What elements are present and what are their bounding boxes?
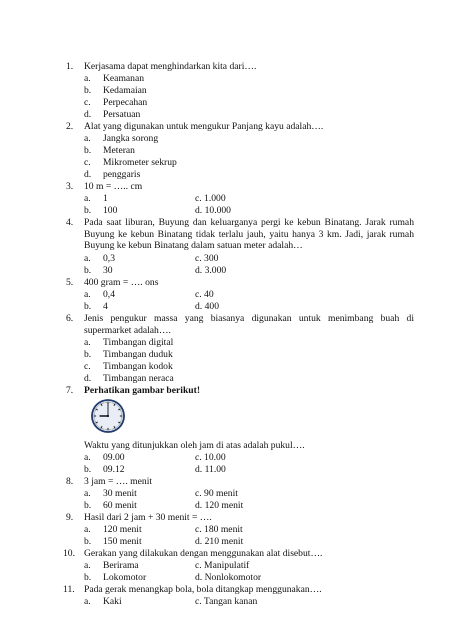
text: 8. (66, 476, 74, 487)
text: b. (84, 205, 92, 216)
text: 150 menit (103, 536, 142, 547)
text: a. (84, 596, 91, 607)
text: 100 (103, 205, 118, 216)
text: c. Manipulatif (195, 560, 250, 571)
text: c. 300 (195, 253, 219, 264)
text: c. 40 (195, 289, 214, 300)
text: 6. (66, 313, 74, 324)
text: 3 jam = …. menit (84, 476, 153, 487)
text: Timbangan neraca (103, 373, 174, 384)
text: 10. (63, 548, 75, 559)
text: 10 m = ….. cm (84, 181, 143, 192)
clock-image (90, 398, 126, 434)
text: Waktu yang ditunjukkan oleh jam di atas adalah pukul…. (84, 440, 305, 451)
text: d. (84, 169, 92, 180)
question-4-text: Pada saat liburan, Buyung dan keluarganya pergi ke kebun Binatang. Jarak rumah Buyung ke kebun Binatang tidak terlalu jauh, yaitu hanya 3 km. Jadi, jarak rumah Buyung ke kebun Binatang dalam satuan meter adalah… (84, 217, 414, 252)
text: 09.00 (103, 452, 125, 463)
text: d. 400 (195, 301, 219, 312)
text: d. 10.000 (195, 205, 231, 216)
text: c. (84, 97, 91, 108)
text: a. (84, 337, 91, 348)
text: 120 menit (103, 524, 142, 535)
text: a. (84, 452, 91, 463)
text: 4 (103, 301, 108, 312)
text: Mikrometer sekrup (103, 157, 177, 168)
text: a. (84, 289, 91, 300)
text: c. (84, 157, 91, 168)
text: c. (84, 361, 91, 372)
text: penggaris (103, 169, 141, 180)
text: a. (84, 253, 91, 264)
text: a. (84, 524, 91, 535)
text: 7. (66, 385, 74, 396)
text: c. 1.000 (195, 193, 226, 204)
text: c. 180 menit (195, 524, 243, 535)
text: b. (84, 500, 92, 511)
text: a. (84, 488, 91, 499)
text: a. (84, 133, 91, 144)
question-6-text: Jenis pengukur massa yang biasanya digunakan untuk menimbang buah di supermarket adalah…. (84, 313, 414, 336)
text: Hasil dari 2 jam + 30 menit = …. (84, 512, 212, 523)
text: Persatuan (103, 109, 141, 120)
text: Kaki (103, 596, 122, 607)
text: 3. (66, 181, 74, 192)
text: a. (84, 560, 91, 571)
text: 09.12 (103, 464, 125, 475)
text: b. (84, 301, 92, 312)
text: 2. (66, 121, 74, 132)
text: 0,3 (103, 253, 115, 264)
text: d. 3.000 (195, 265, 227, 276)
text: Meteran (103, 145, 135, 156)
text: b. (84, 145, 92, 156)
text: Kedamaian (103, 85, 147, 96)
text: Perpecahan (103, 97, 148, 108)
text: Timbangan duduk (103, 349, 173, 360)
text: b. (84, 85, 92, 96)
text: Alat yang digunakan untuk mengukur Panjang kayu adalah…. (84, 121, 324, 132)
text: c. Tangan kanan (195, 596, 258, 607)
text: Pada gerak menangkap bola, bola ditangkap menggunakan…. (84, 584, 322, 595)
text: a. (84, 73, 91, 84)
text: 9. (66, 512, 74, 523)
text: d. (84, 109, 92, 120)
text: b. (84, 265, 92, 276)
text: b. (84, 349, 92, 360)
text: Timbangan kodok (103, 361, 173, 372)
text: Berirama (103, 560, 139, 571)
text: d. 210 menit (195, 536, 244, 547)
text: c. 90 menit (195, 488, 238, 499)
text: b. (84, 572, 92, 583)
text: Jangka sorong (103, 133, 159, 144)
text: 30 menit (103, 488, 137, 499)
clock-center-pin (107, 415, 109, 417)
text: Kerjasama dapat menghindarkan kita dari…. (84, 61, 257, 72)
text: Timbangan digital (103, 337, 174, 348)
text: a. (84, 193, 91, 204)
text: c. 10.00 (195, 452, 226, 463)
text: 30 (103, 265, 113, 276)
text: 400 gram = …. ons (84, 277, 159, 288)
text: 5. (66, 277, 74, 288)
text: d. 120 menit (195, 500, 244, 511)
text: 60 menit (103, 500, 137, 511)
text: Keamanan (103, 73, 145, 84)
text: Perhatikan gambar berikut! (84, 385, 201, 396)
text: 11. (63, 584, 75, 595)
text: Lokomotor (103, 572, 147, 583)
text: 4. (66, 217, 74, 228)
text: d. (84, 373, 92, 384)
text: 1 (103, 193, 108, 204)
text: b. (84, 536, 92, 547)
text: d. Nonlokomotor (195, 572, 262, 583)
text: d. 11.00 (195, 464, 226, 475)
text: b. (84, 464, 92, 475)
text: Gerakan yang dilakukan dengan menggunakan alat disebut…. (84, 548, 323, 559)
text: 0,4 (103, 289, 115, 300)
text: 1. (66, 61, 74, 72)
